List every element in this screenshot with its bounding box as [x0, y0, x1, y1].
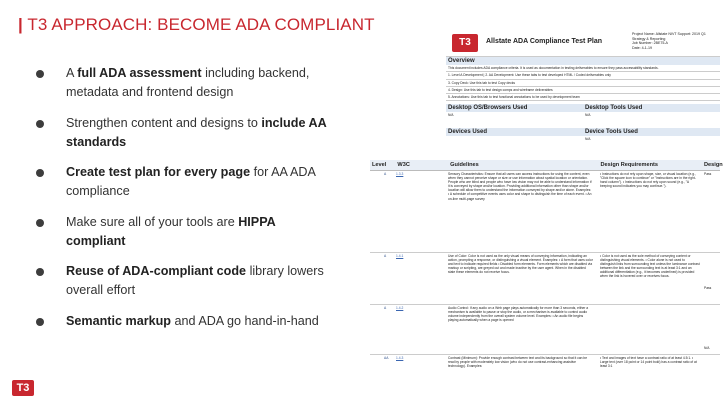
slide-title — [18, 15, 375, 35]
overview-line: 3. Copy Deck: Use this tab to test Copy decks — [446, 80, 720, 87]
device-tools-value: N/A — [585, 137, 591, 142]
test-plan-document — [370, 30, 723, 405]
desktop-tools-value: N/A — [585, 113, 591, 118]
table-row: AA 1.4.3 Contrast (Minimum): Provide enough contrast between text and its background so that it can be read by people with moderately low vision (who do not use contrast-enhancing assistive technology). Examples: • Text and images of text have a contrast ratio of at least 4.5:1. • Large text (over 18 point or 14 point bold) has a contrast ratio of at least 3:1 — [384, 356, 697, 369]
title-rest: BECOME ADA COMPLIANT — [152, 15, 375, 34]
col-w3c: W3C — [397, 162, 410, 168]
bullet-item: Reuse of ADA-compliant code library lowers overall effort — [36, 262, 336, 300]
w3c-link[interactable]: 1.4.2 — [396, 306, 404, 310]
devices-row — [446, 128, 720, 142]
w3c-link[interactable]: 1.4.3 — [396, 356, 404, 360]
doc-header-block — [446, 30, 720, 142]
table-row: A 1.4.2 Audio Control: If any audio on a Web page plays automatically for more than 3 seconds, either a mechanism is available to pause or stop the audio, or a mechanism is available to control audio volume independently from the overall system volume level. Examples: • An audio file begins playing automatically when a page is opened N/A — [370, 304, 720, 355]
doc-t3-logo: T3 — [452, 34, 478, 52]
device-tools-heading: Device Tools Used — [583, 128, 720, 136]
overview-line: 5. Annotations: Use this tab to test functional annotations to be used by development team — [446, 94, 720, 101]
bullet-dot-icon — [36, 70, 44, 78]
overview-line: 1. Level A Development | 2. AA Development: Use these tabs to test developed HTML / Coded deliverables only — [446, 72, 720, 79]
bullet-dot-icon — [36, 219, 44, 227]
desktop-os-value: N/A — [448, 113, 454, 118]
t3-logo: T3 — [12, 380, 34, 396]
bullet-list — [36, 64, 336, 342]
table-row: A 1.3.3 Sensory Characteristics: Ensure that all users can access instructions for using the content, even when they cannot perceive shape or size or use information about spatial location or orientation. People who are blind and people who have low vision may not be able to understand information if it is conveyed by shape and/or location. Providing additional information other than shape and/or location will allow them to understand the information conveyed by shape and/or alone. Examples: • A schedule of competitive events uses color and shape to distinguish the time of each event. • An on-line multi-page survey • Instructions do not rely upon shape, size, or visual location (e.g., "Click the square icon to continue" or "Instructions are in the right-hand column"). • Instructions do not rely upon sound (e.g., "A beeping sound indicates you may continue."). Pass — [370, 170, 720, 253]
doc-header — [446, 30, 720, 57]
table-row: A 1.4.1 Use of Color: Color is not used as the only visual means of conveying information, indicating an action, prompting a response, or distinguishing a visual element. Examples: • A form that uses color and text to indicate required fields • Disabled form elements. Form elements which are disabled via markup or scripting, are greyed out and made inactive by the user agent. When in the disabled state these elements do not receive focus. • Color is not used as the sole method of conveying content or distinguishing visual elements. • Color alone is not used to distinguish links from surrounding text unless the luminance contrast between the link and the surrounding text is at least 3:1 and an additional differentiation (e.g., it becomes underlined) is provided when the link is hovered over or receives focus. Pass — [370, 252, 720, 305]
title-prefix: T3 APPROACH — [27, 15, 148, 34]
bullet-item: Create test plan for every page for AA ADA compliance — [36, 163, 336, 201]
bullet-dot-icon — [36, 268, 44, 276]
doc-title: Allstate ADA Compliance Test Plan — [486, 38, 603, 45]
devices-heading: Devices Used — [446, 128, 583, 136]
w3c-link[interactable]: 1.3.3 — [396, 172, 404, 176]
bullet-item: Semantic markup and ADA go hand-in-hand — [36, 312, 336, 331]
bullet-item: Strengthen content and designs to include AA standards — [36, 114, 336, 152]
title-bar-mark: | — [18, 15, 23, 34]
desktop-os-heading: Desktop OS/Browsers Used — [446, 104, 583, 112]
desktop-row — [446, 104, 720, 118]
overview-heading: Overview — [446, 57, 720, 65]
bullet-dot-icon — [36, 120, 44, 128]
col-guidelines: Guidelines — [450, 162, 479, 168]
bullet-item: A full ADA assessment including backend, metadata and frontend design — [36, 64, 336, 102]
desktop-tools-heading: Desktop Tools Used — [583, 104, 720, 112]
col-level: Level — [372, 162, 387, 168]
doc-meta: Project Name: Allstate NIVT Support: 2019 Q1 Strategy & Reporting Job Number: 2BE75-A Date: 4-1-19 — [632, 32, 706, 50]
bullet-dot-icon — [36, 169, 44, 177]
w3c-link[interactable]: 1.4.1 — [396, 254, 404, 258]
bullet-item: Make sure all of your tools are HIPPA compliant — [36, 213, 336, 251]
compliance-table — [370, 160, 723, 369]
col-design-requirements: Design Requirements — [600, 162, 659, 168]
overview-line: This document includes ADA compliance criteria. It is used as documentation in testing deliverables to ensure they pass accessability standards. — [446, 65, 720, 72]
bullet-dot-icon — [36, 318, 44, 326]
overview-line: 4. Design: Use this tab to test design comps and wireframe deliverables — [446, 87, 720, 94]
title-colon: : — [147, 15, 153, 34]
col-design: Design — [704, 162, 723, 168]
